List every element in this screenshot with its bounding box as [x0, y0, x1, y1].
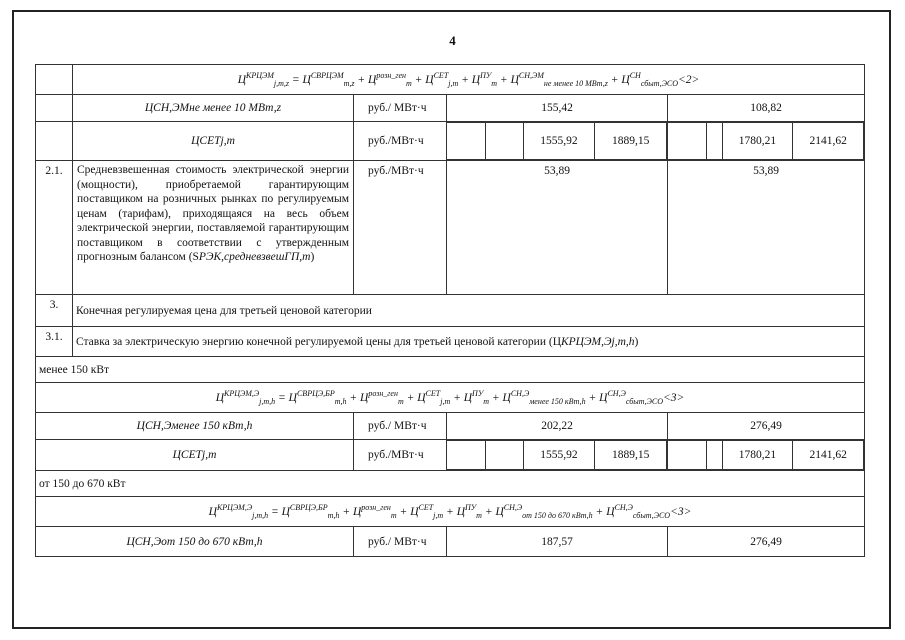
page-number: 4: [449, 33, 456, 48]
row-sn-e-150-670: [36, 527, 865, 557]
value-cell-2: 53,89: [668, 161, 865, 295]
value-cell-1: 202,22: [447, 413, 668, 440]
description: Средневзвешенная стоимость электрической энергии (мощности), приобретаемой гарантирующим поставщиком на розничных рынках по регулируемым ценам (тарифам), приходящаяся на весь объем электрической энергии, поставляемой гарантирующим поставщиком в соответствии с утвержденным прогнозным балансом (SРЭК,средневзвешГП,m): [73, 161, 354, 295]
row-2-1: [36, 161, 865, 295]
symbol-cell: ЦСЕТj,m: [36, 440, 354, 471]
row-3: [36, 295, 865, 327]
formula-2: $Ц^{КРЦЭМ,Э}_{j,m,h} = Ц^{СВРЦЭ,БР}_{m,h} + Ц^{розн\_ген}_m + Ц^{СЕТ}_{j,m} + Ц^{ПУ}_m + Ц^{СН,Э}_{менее 150 кВт,h} + Ц^{СН,Э}_{сбыт,ЭСО}<3>$: [36, 383, 865, 413]
formula-row-1: [36, 65, 865, 95]
row-sn-e-less-150: [36, 413, 865, 440]
subsection-label: менее 150 кВт: [36, 357, 865, 383]
unit-cell: руб./МВт·ч: [354, 161, 447, 295]
symbol-cell: ЦСН,Эот 150 до 670 кВт,h: [36, 527, 354, 557]
symbol-cell: ЦСН,ЭМне менее 10 МВт,z: [73, 95, 354, 122]
value-cell-2: 108,82: [668, 95, 865, 122]
value-cell-1: 53,89: [447, 161, 668, 295]
unit-cell: руб./ МВт·ч: [354, 95, 447, 122]
subcells-b: 1780,21 2141,62: [668, 122, 865, 161]
formula-row-2: [36, 383, 865, 413]
row-less-150: [36, 357, 865, 383]
symbol-cell: ЦСН,Эменее 150 кВт,h: [36, 413, 354, 440]
formula-3: $Ц^{КРЦЭМ,Э}_{j,m,h} = Ц^{СВРЦЭ,БР}_{m,h} + Ц^{розн\_ген}_m + Ц^{СЕТ}_{j,m} + Ц^{ПУ}_m + Ц^{СН,Э}_{от 150 до 670 кВт,h} + Ц^{СН,Э}_{сбыт,ЭСО}<3>$: [36, 497, 865, 527]
row-number: 2.1.: [36, 161, 73, 295]
unit-cell: руб./ МВт·ч: [354, 413, 447, 440]
row-number: 3.1.: [36, 327, 73, 357]
row-3-1: [36, 327, 865, 357]
row-number: 3.: [36, 295, 73, 327]
unit-cell: руб./ МВт·ч: [354, 527, 447, 557]
subcells-a: 1555,92 1889,15: [447, 122, 668, 161]
row-set-1: [36, 122, 865, 161]
section-text: Ставка за электрическую энергию конечной регулируемой цены для третьей ценовой категории (ЦКРЦЭМ,Эj,m,h): [73, 327, 865, 357]
unit-cell: руб./МВт·ч: [354, 440, 447, 471]
row-150-670: [36, 471, 865, 497]
value-cell-2: 276,49: [668, 527, 865, 557]
row-sn-em: [36, 95, 865, 122]
subsection-label: от 150 до 670 кВт: [36, 471, 865, 497]
symbol-cell: ЦСЕТj,m: [73, 122, 354, 161]
formula-row-3: [36, 497, 865, 527]
formula-1: $Ц^{КРЦЭМ}_{j,m,z} = Ц^{СВРЦЭМ}_{m,z} + Ц^{розн\_ген}_m + Ц^{СЕТ}_{j,m} + Ц^{ПУ}_m + Ц^{СН,ЭМ}_{не менее 10 МВт,z} + Ц^{СН}_{сбыт,ЭСО}<2>$: [73, 65, 865, 95]
section-title: Конечная регулируемая цена для третьей ценовой категории: [73, 295, 865, 327]
value-cell-2: 276,49: [668, 413, 865, 440]
subcells-b: 1780,21 2141,62: [668, 440, 865, 471]
value-cell-1: 155,42: [447, 95, 668, 122]
subcells-a: 1555,92 1889,15: [447, 440, 668, 471]
row-set-2: [36, 440, 865, 471]
num-cell: [36, 65, 73, 95]
tariff-table: [35, 64, 865, 557]
value-cell-1: 187,57: [447, 527, 668, 557]
unit-cell: руб./МВт·ч: [354, 122, 447, 161]
